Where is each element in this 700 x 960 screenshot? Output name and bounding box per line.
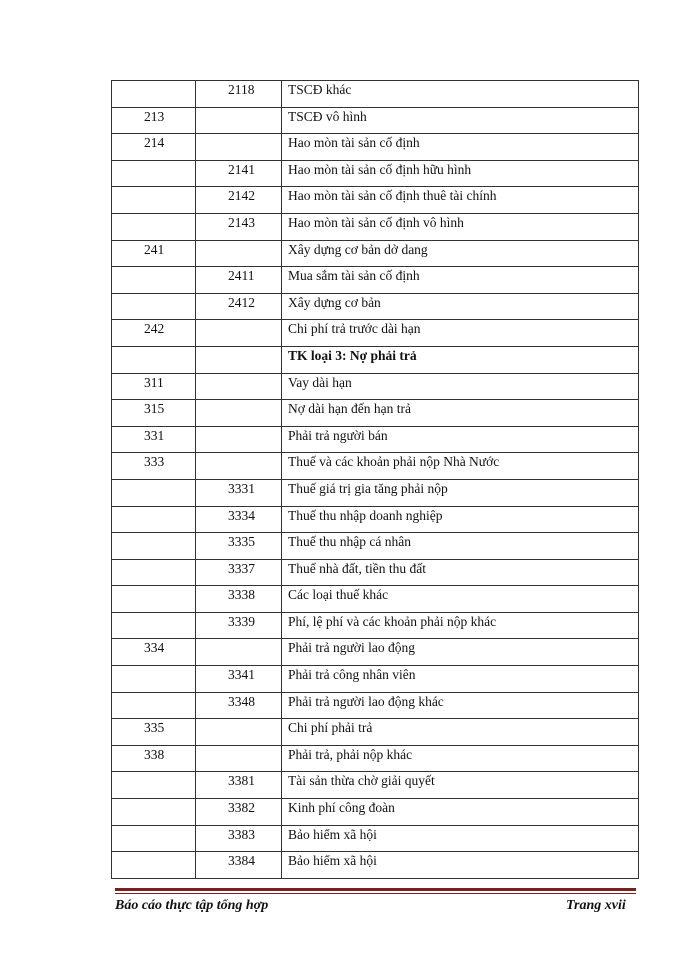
account-code-cell xyxy=(112,267,196,294)
account-name-cell: Hao mòn tài sản cố định vô hình xyxy=(282,213,639,240)
sub-account-code-cell: 3382 xyxy=(196,799,282,826)
table-row xyxy=(112,586,639,613)
sub-account-code-cell xyxy=(196,240,282,267)
table-row xyxy=(112,426,639,453)
account-name-cell: Phải trả người lao động khác xyxy=(282,692,639,719)
table-row xyxy=(112,134,639,161)
account-name-cell: Hao mòn tài sản cố định hữu hình xyxy=(282,160,639,187)
account-name-cell: Thuế thu nhập doanh nghiệp xyxy=(282,506,639,533)
sub-account-code-cell xyxy=(196,719,282,746)
table-row xyxy=(112,533,639,560)
chart-of-accounts-table xyxy=(111,80,639,879)
sub-account-code-cell xyxy=(196,107,282,134)
account-code-cell xyxy=(112,559,196,586)
account-name-cell: Thuế giá trị gia tăng phải nộp xyxy=(282,479,639,506)
account-code-cell: 333 xyxy=(112,453,196,480)
account-code-cell: 315 xyxy=(112,400,196,427)
sub-account-code-cell: 3381 xyxy=(196,772,282,799)
account-code-cell: 242 xyxy=(112,320,196,347)
table-row xyxy=(112,320,639,347)
account-name-cell: Phải trả người lao động xyxy=(282,639,639,666)
account-code-cell xyxy=(112,852,196,879)
table-row xyxy=(112,719,639,746)
table-row xyxy=(112,213,639,240)
sub-account-code-cell: 3339 xyxy=(196,612,282,639)
account-name-cell: Bảo hiểm xã hội xyxy=(282,852,639,879)
table-row xyxy=(112,187,639,214)
table-row xyxy=(112,612,639,639)
table-row xyxy=(112,799,639,826)
sub-account-code-cell: 3341 xyxy=(196,666,282,693)
account-name-cell: Tài sản thừa chờ giải quyết xyxy=(282,772,639,799)
table-row xyxy=(112,107,639,134)
sub-account-code-cell: 2141 xyxy=(196,160,282,187)
sub-account-code-cell: 2143 xyxy=(196,213,282,240)
account-code-cell xyxy=(112,586,196,613)
table-row xyxy=(112,267,639,294)
account-code-cell: 311 xyxy=(112,373,196,400)
account-code-cell: 213 xyxy=(112,107,196,134)
account-code-cell xyxy=(112,825,196,852)
sub-account-code-cell: 2411 xyxy=(196,267,282,294)
account-code-cell xyxy=(112,666,196,693)
account-code-cell xyxy=(112,692,196,719)
account-code-cell xyxy=(112,533,196,560)
account-name-cell: Phải trả, phải nộp khác xyxy=(282,745,639,772)
account-name-cell: TSCĐ khác xyxy=(282,81,639,108)
account-name-cell: Phải trả người bán xyxy=(282,426,639,453)
account-code-cell xyxy=(112,772,196,799)
footer-report-title: Báo cáo thực tập tổng hợp xyxy=(115,898,269,913)
account-code-cell: 214 xyxy=(112,134,196,161)
table-row xyxy=(112,745,639,772)
account-name-cell: Vay dài hạn xyxy=(282,373,639,400)
account-name-cell: Xây dựng cơ bản xyxy=(282,293,639,320)
account-name-cell: Thuế nhà đất, tiền thu đất xyxy=(282,559,639,586)
account-code-cell: 331 xyxy=(112,426,196,453)
account-code-cell xyxy=(112,799,196,826)
account-code-cell xyxy=(112,213,196,240)
account-name-cell: Phí, lệ phí và các khoản phải nộp khác xyxy=(282,612,639,639)
account-code-cell xyxy=(112,81,196,108)
account-code-cell: 241 xyxy=(112,240,196,267)
table-row xyxy=(112,639,639,666)
table-row xyxy=(112,160,639,187)
sub-account-code-cell xyxy=(196,745,282,772)
account-code-cell xyxy=(112,506,196,533)
table-row xyxy=(112,479,639,506)
table-section-heading-row xyxy=(112,346,639,373)
account-code-cell xyxy=(112,293,196,320)
account-name-cell: Chi phí phải trả xyxy=(282,719,639,746)
account-code-cell: 334 xyxy=(112,639,196,666)
table-row xyxy=(112,293,639,320)
table-row xyxy=(112,453,639,480)
table-row xyxy=(112,240,639,267)
sub-account-code-cell xyxy=(196,453,282,480)
sub-account-code-cell: 2142 xyxy=(196,187,282,214)
table-row xyxy=(112,666,639,693)
account-code-cell: 335 xyxy=(112,719,196,746)
sub-account-code-cell: 3335 xyxy=(196,533,282,560)
account-name-cell: Kinh phí công đoàn xyxy=(282,799,639,826)
sub-account-code-cell xyxy=(196,426,282,453)
sub-account-code-cell: 3331 xyxy=(196,479,282,506)
account-name-cell: TSCĐ vô hình xyxy=(282,107,639,134)
sub-account-code-cell xyxy=(196,373,282,400)
sub-account-code-cell xyxy=(196,639,282,666)
sub-account-code-cell: 3348 xyxy=(196,692,282,719)
account-name-cell: Hao mòn tài sản cố định thuê tài chính xyxy=(282,187,639,214)
account-code-cell: 338 xyxy=(112,745,196,772)
account-code-cell xyxy=(112,612,196,639)
account-code-cell xyxy=(112,160,196,187)
sub-account-code-cell: 2118 xyxy=(196,81,282,108)
account-name-cell: Thuế và các khoản phải nộp Nhà Nước xyxy=(282,453,639,480)
table-row xyxy=(112,81,639,108)
table-row xyxy=(112,400,639,427)
table-row xyxy=(112,506,639,533)
sub-account-code-cell xyxy=(196,134,282,161)
account-name-cell: Bảo hiểm xã hội xyxy=(282,825,639,852)
account-name-cell: Các loại thuế khác xyxy=(282,586,639,613)
account-code-cell xyxy=(112,346,196,373)
table-row xyxy=(112,373,639,400)
account-name-cell: Xây dựng cơ bản dở dang xyxy=(282,240,639,267)
account-name-cell: Phải trả công nhân viên xyxy=(282,666,639,693)
account-code-cell xyxy=(112,187,196,214)
sub-account-code-cell: 3384 xyxy=(196,852,282,879)
account-name-cell: Nợ dài hạn đến hạn trả xyxy=(282,400,639,427)
footer-rule-thick xyxy=(115,888,636,891)
sub-account-code-cell xyxy=(196,400,282,427)
footer-rule-thin xyxy=(115,893,636,894)
sub-account-code-cell: 3334 xyxy=(196,506,282,533)
account-name-cell: Hao mòn tài sản cố định xyxy=(282,134,639,161)
account-code-cell xyxy=(112,479,196,506)
account-name-cell: Chi phí trả trước dài hạn xyxy=(282,320,639,347)
table-row xyxy=(112,692,639,719)
account-name-cell: TK loại 3: Nợ phải trả xyxy=(282,346,639,373)
sub-account-code-cell: 3338 xyxy=(196,586,282,613)
sub-account-code-cell: 3337 xyxy=(196,559,282,586)
table-row xyxy=(112,772,639,799)
account-name-cell: Mua sắm tài sản cố định xyxy=(282,267,639,294)
sub-account-code-cell: 2412 xyxy=(196,293,282,320)
sub-account-code-cell xyxy=(196,320,282,347)
table-row xyxy=(112,559,639,586)
account-name-cell: Thuế thu nhập cá nhân xyxy=(282,533,639,560)
table-row xyxy=(112,825,639,852)
sub-account-code-cell: 3383 xyxy=(196,825,282,852)
footer-page-number: Trang xvii xyxy=(566,898,626,913)
sub-account-code-cell xyxy=(196,346,282,373)
table-row xyxy=(112,852,639,879)
